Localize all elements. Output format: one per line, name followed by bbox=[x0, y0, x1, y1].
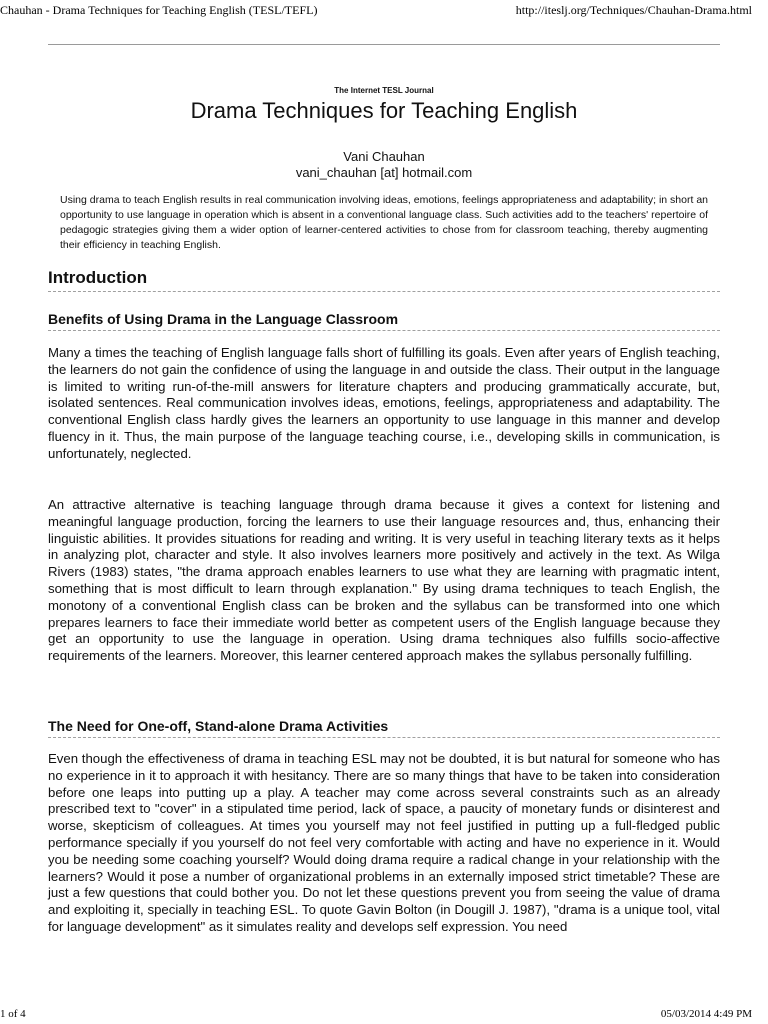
subsection-heading-need: The Need for One-off, Stand-alone Drama Activities bbox=[48, 718, 389, 734]
subsection-heading-benefits: Benefits of Using Drama in the Language Classroom bbox=[48, 311, 399, 327]
print-header bbox=[0, 0, 768, 20]
abstract: Using drama to teach English results in real communication involving ideas, emotions, feelings appropriateness and adaptability; in short an opportunity to use language in operation which is absent in a conventional language class. Such activities add to the teachers' repertoire of pedagogic strategies giving them a wider option of learner-centered activities to chose from for classroom teaching, thereby augmenting their efficiency in teaching English. bbox=[60, 194, 708, 251]
top-divider bbox=[48, 44, 720, 45]
paragraph-2: An attractive alternative is teaching language through drama because it gives a context for listening and meaningful language production, forcing the learners to use their language resources and, thus, enhancing their linguistic abilities. It provides situations for reading and writing. It is very useful in teaching literary texts as it helps in analyzing plot, character and style. It also involves learners more positively and actively in the text. As Wilga Rivers (1983) states, "the drama approach enables learners to use what they are learning with pragmatic intent, something that is most difficult to learn through explanation." By using drama techniques to teach English, the monotony of a conventional English class can be broken and the syllabus can be transformed into one which prepares learners to face their immediate world better as competent users of the English language because they get an opportunity to use the language in operation. Using drama techniques also fulfills socio-affective requirements of the learners. Moreover, this learner centered approach makes the syllabus personally fulfilling. bbox=[48, 497, 720, 664]
author-name: Vani Chauhan bbox=[343, 149, 425, 164]
author-block bbox=[0, 149, 768, 181]
section-divider bbox=[48, 330, 720, 331]
print-footer bbox=[0, 1008, 768, 1024]
paragraph-3: Even though the effectiveness of drama in teaching ESL may not be doubted, it is but natural for someone who has no experience in it to approach it with hesitancy. There are so many things that have to be taken into consideration before one leaps into putting up a play. A teacher may come across several constraints such as an already prescribed text to "cover" in a stipulated time period, lack of space, a paucity of monetary funds or disinterest and worse, skepticism of colleagues. At times you yourself may not feel justified in putting up a full-fledged public performance specially if you yourself do not feel very comfortable with acting and have no experience in it. Would you be needing some coaching yourself? Would doing drama require a radical change in your relationship with the learners? Would it pose a number of organizational problems in an externally imposed strict timetable? These are just a few questions that could bother you. Do not let these questions prevent you from seeing the value of drama and exploiting it, specially in teaching ESL. To quote Gavin Bolton (in Dougill J. 1987), "drama is a unique tool, vital for language development" as it simulates reality and develops self expression. You need bbox=[48, 751, 720, 934]
author-email: vani_chauhan [at] hotmail.com bbox=[295, 165, 473, 180]
page-number: 1 of 4 bbox=[0, 1008, 26, 1020]
print-header-url[interactable]: http://iteslj.org/Techniques/Chauhan-Drama.html bbox=[515, 3, 752, 17]
print-timestamp: 05/03/2014 4:49 PM bbox=[660, 1008, 752, 1020]
paragraph-1: Many a times the teaching of English language falls short of fulfilling its goals. Even after years of English teaching, the learners do not gain the confidence of using the language in and outside the class. Their output in the language is limited to writing run-of-the-mill answers for literature chapters and producing grammatically accurate, but, isolated sentences. Real communication involves ideas, emotions, feelings, appropriateness and adaptability. The conventional English class hardly gives the learners an opportunity to use language in this manner and develop fluency in it. Thus, the main purpose of the language teaching course, i.e., developing skills in communication, is unfortunately, neglected. bbox=[48, 345, 720, 461]
section-divider bbox=[48, 737, 720, 738]
article-title: Drama Techniques for Teaching English bbox=[190, 98, 578, 123]
journal-name: The Internet TESL Journal bbox=[334, 86, 434, 95]
section-heading-introduction: Introduction bbox=[48, 268, 148, 287]
print-header-title: Chauhan - Drama Techniques for Teaching English (TESL/TEFL) bbox=[0, 3, 318, 17]
section-divider bbox=[48, 291, 720, 292]
